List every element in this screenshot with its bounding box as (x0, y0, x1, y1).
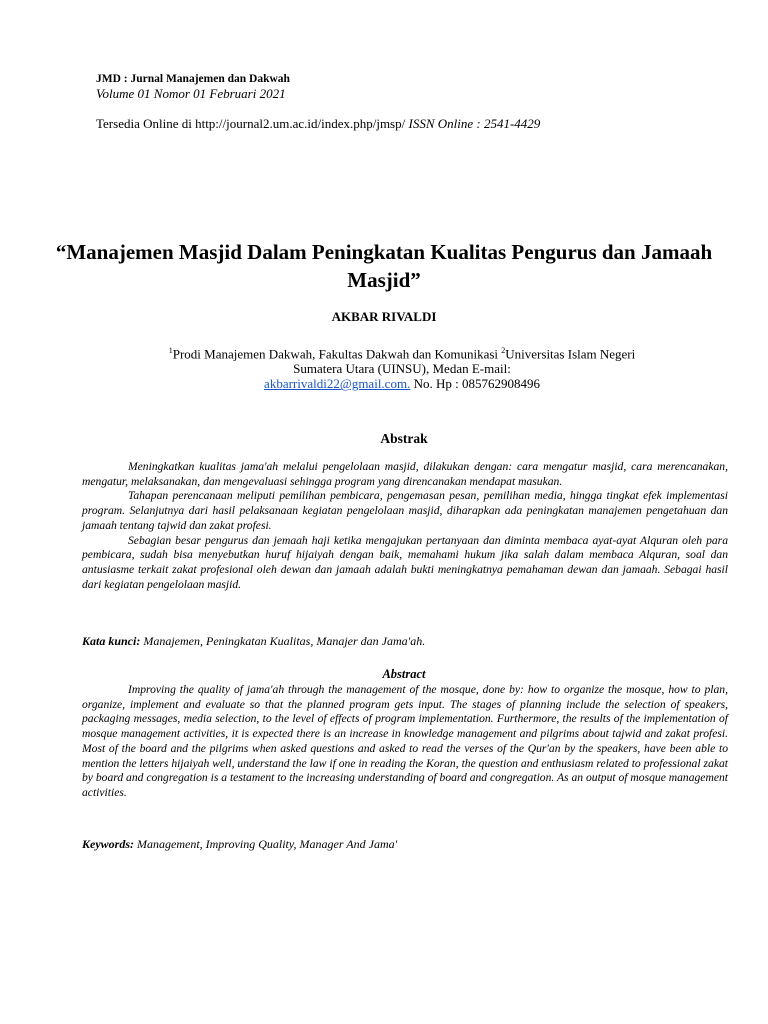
paper-title: “Manajemen Masjid Dalam Peningkatan Kualitas Pengurus dan Jamaah Masjid” (55, 240, 713, 292)
affiliation-sup-1: 1 (168, 346, 173, 355)
keywords (82, 837, 728, 852)
online-url-text: Tersedia Online di http://journal2.um.ac.id/index.php/jmsp/ (96, 116, 406, 131)
kata-kunci-label: Kata kunci: (82, 634, 141, 648)
email-link[interactable]: akbarrivaldi22@gmail.com. (264, 376, 411, 392)
author-affiliation (150, 343, 654, 391)
abstract-paragraph: Improving the quality of jama'ah through the management of the mosque, done by: how to organize the mosque, how to plan, organize, implement and evaluate so that the planned program gets input. The stages of planning include the selection of speakers, packaging messages, media selection, to the level of effects of program implementation. Furthermore, the results of the implementation of mosque management activities, it is expected there is an increase in knowledge management and pilgrims about tajwid and zakat profesi. Most of the board and the pilgrims when asked questions and asked to read the verses of the Qur'an by the speakers, have been able to mention the letters hijaiyah well, understand the law if one in reading the Koran, the question and enthusiasm related to professional zakat by board and congregation is a testament to the increasing understanding of board and congregation. As an output of mosque management activities. (82, 683, 728, 799)
kata-kunci (82, 634, 728, 649)
abstract-body (82, 683, 728, 801)
abstrak-paragraph: Meningkatkan kualitas jama'ah melalui pengelolaan masjid, dilakukan dengan: cara mengatur masjid, cara merencanakan, mengatur, melaksanakan, dan mengevaluasi sehingga program yang direncanakan mendapat masukan. (82, 460, 728, 488)
kata-kunci-values: Manajemen, Peningkatan Kualitas, Manajer dan Jama'ah. (143, 634, 426, 648)
affiliation-part-1: Prodi Manajemen Dakwah, Fakultas Dakwah dan Komunikasi (172, 346, 499, 362)
phone-text: No. Hp : 085762908496 (413, 376, 540, 392)
abstrak-paragraph: Sebagian besar pengurus dan jemaah haji ketika mengajukan pertanyaan dan diminta membaca ayat-ayat Alquran oleh para pembicara, sudah bisa menyebutkan huruf hijaiyah dengan baik, memahami hukum jika salah dalam membaca Alquran, soal dan antusiasme terkait zakat profesional oleh dewan dan jamaah adalah bukti meningkatnya pemahaman dewan dan jamaah. Sebagai hasil dari kegiatan pengelolaan masjid. (82, 533, 728, 591)
affiliation-part-2: Universitas Islam Negeri Sumatera Utara (UINSU), Medan E-mail: (293, 346, 636, 377)
keywords-values: Management, Improving Quality, Manager And Jama' (137, 837, 398, 851)
keywords-label: Keywords: (82, 837, 134, 851)
abstrak-heading: Abstrak (380, 431, 428, 446)
affiliation-sup-2: 2 (501, 346, 506, 355)
journal-volume: Volume 01 Nomor 01 Februari 2021 (96, 86, 286, 101)
online-availability (96, 116, 566, 132)
abstract-heading: Abstract (382, 667, 426, 681)
issn-text: ISSN Online : 2541-4429 (408, 116, 541, 131)
abstrak-paragraph: Tahapan perencanaan meliputi pemilihan pembicara, pengemasan pesan, pemilihan media, hingga tingkat efek implementasi program. Selanjutnya dari hasil pelaksanaan kegiatan pengelolaan masjid, diharapkan ada peningkatan manajemen pengetahuan dan jamaah tentang tajwid dan zakat profesi. (82, 489, 728, 532)
journal-name: JMD : Jurnal Manajemen dan Dakwah (96, 73, 290, 85)
abstrak-body (82, 460, 728, 592)
journal-header (96, 72, 656, 132)
author-name: AKBAR RIVALDI (331, 309, 437, 324)
